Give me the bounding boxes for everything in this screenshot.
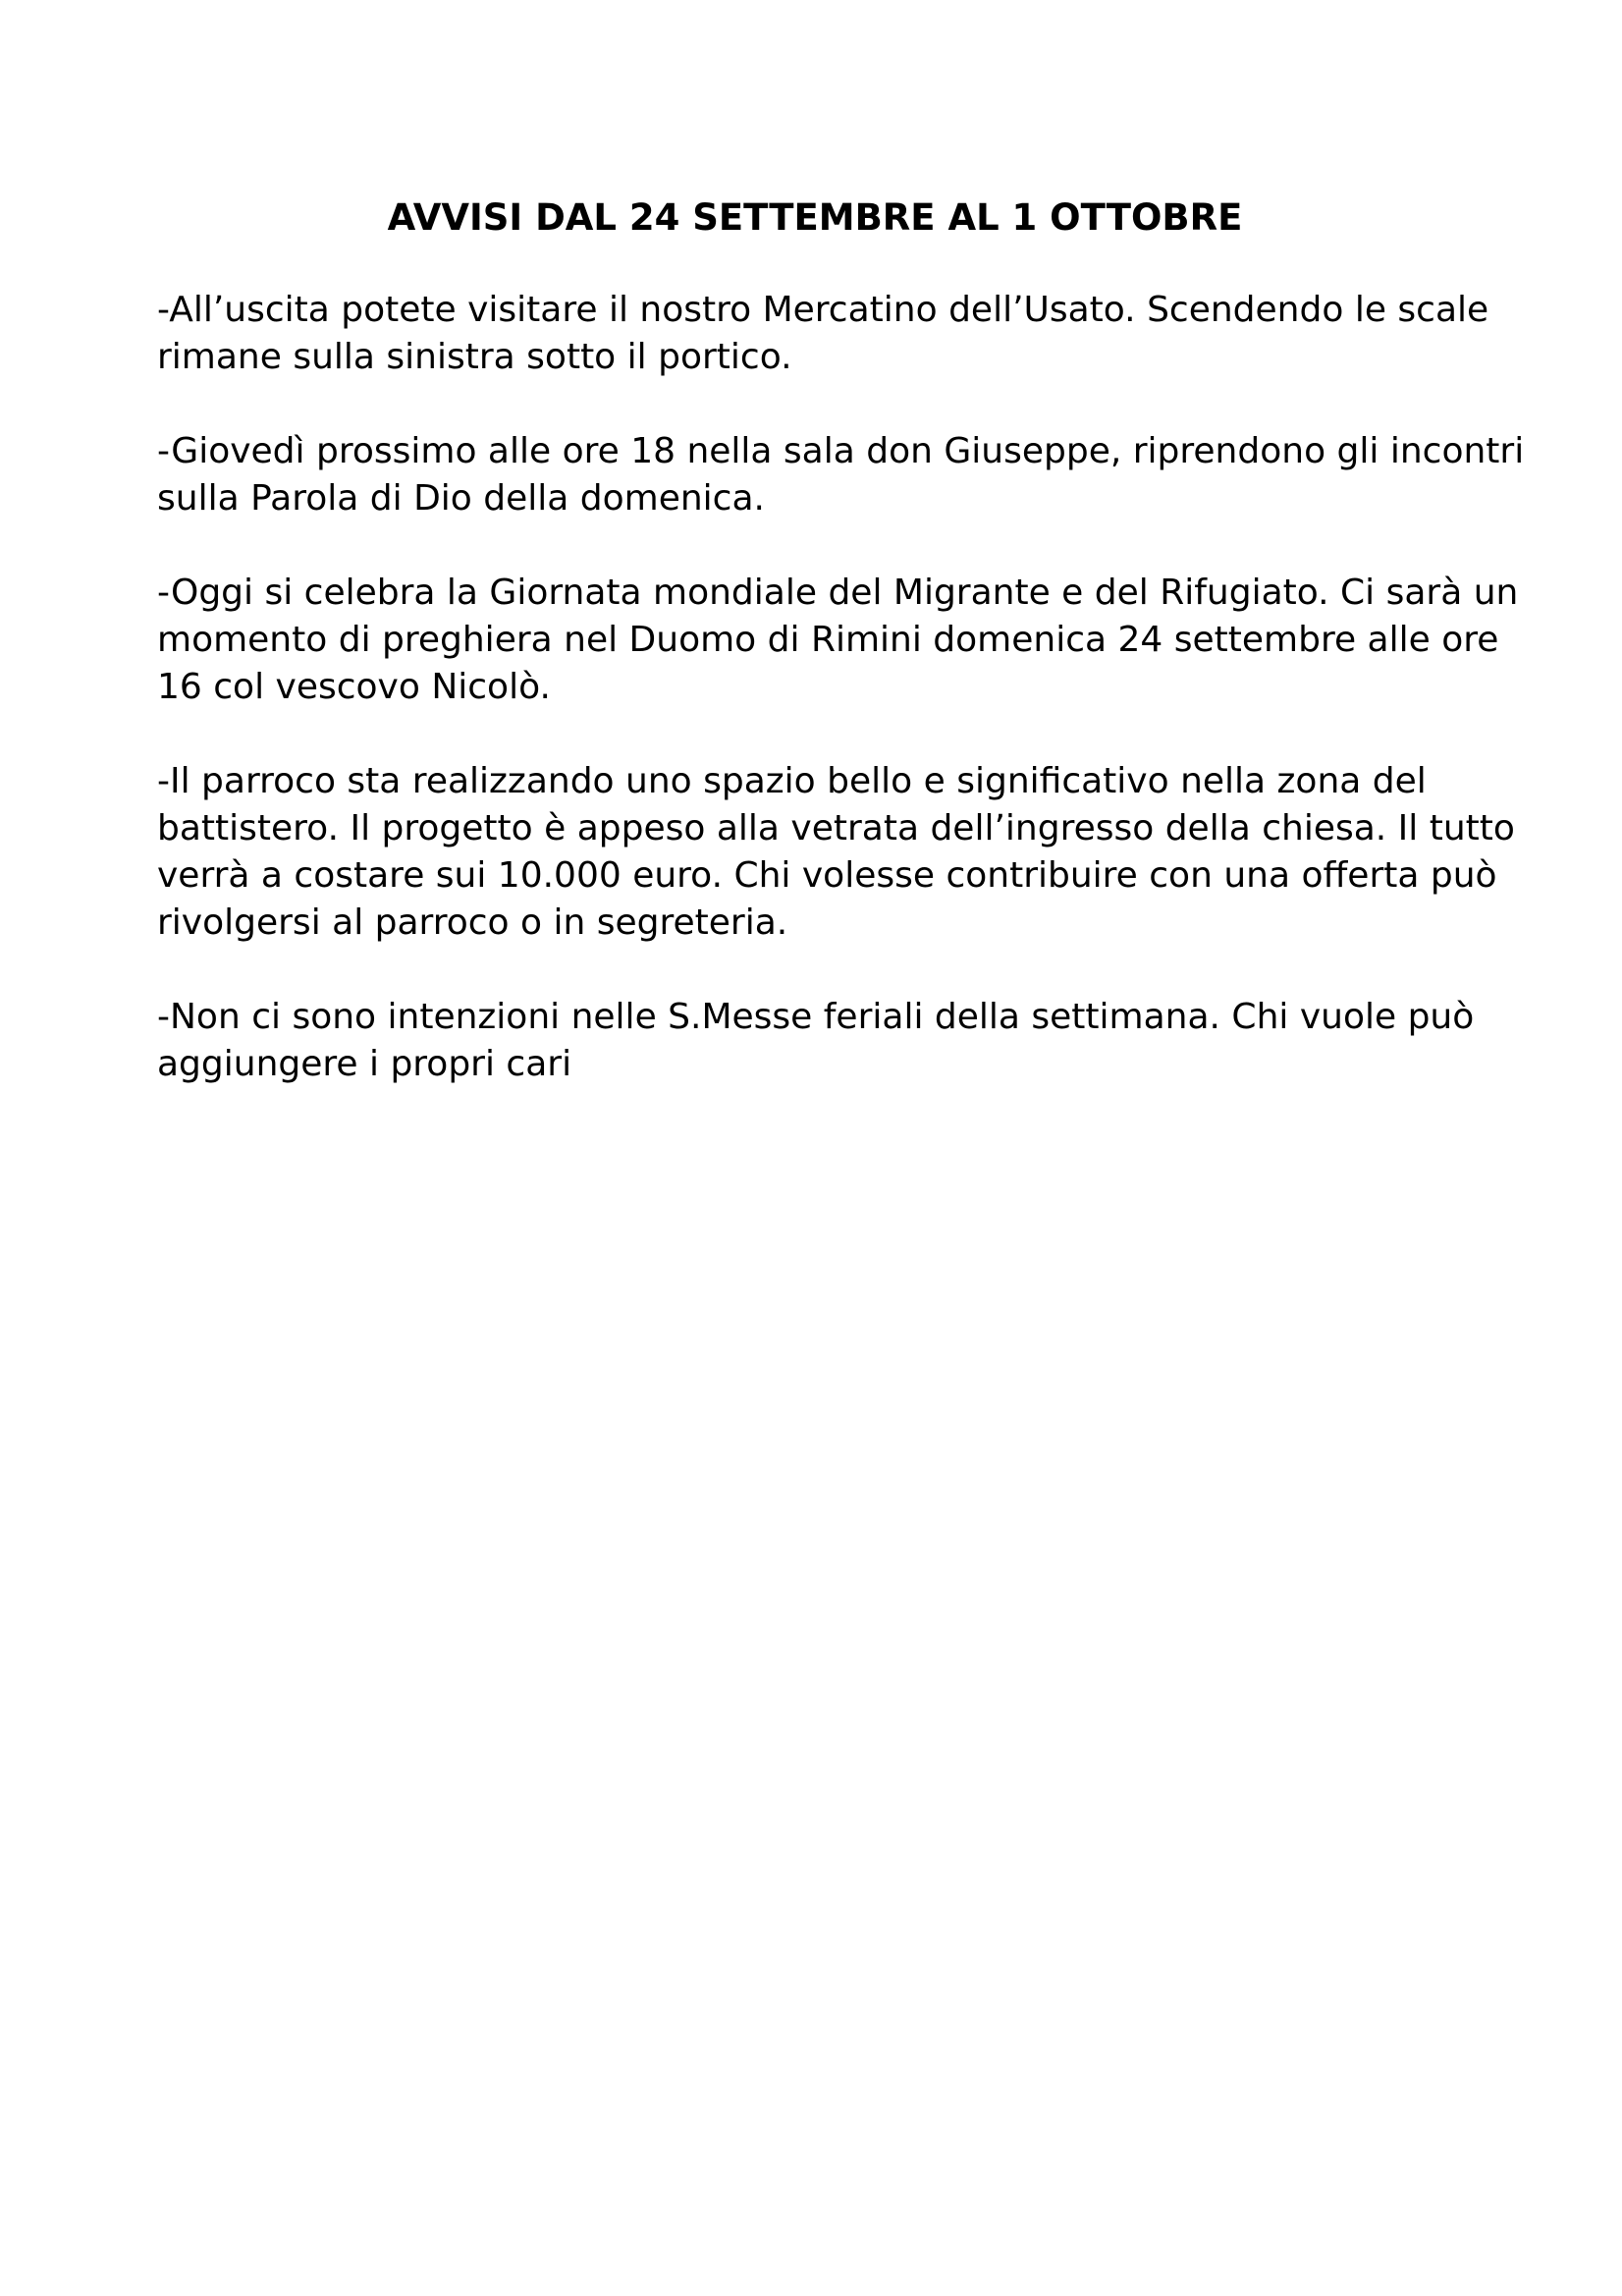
- notice-line: rivolgersi al parroco o in segreteria.: [157, 902, 788, 943]
- notice-line: rimane sulla sinistra sotto il portico.: [157, 337, 792, 377]
- notice-line: momento di preghiera nel Duomo di Rimini domenica 24 settembre alle ore: [157, 620, 1499, 660]
- notice-line: -Oggi si celebra la Giornata mondiale del Migrante e del Rifugiato. Ci sarà un: [157, 573, 1519, 613]
- notice-line: -Il parroco sta realizzando uno spazio bello e significativo nella zona del: [157, 761, 1427, 801]
- notice-incontri: [157, 428, 1525, 522]
- notices-list: [157, 287, 1525, 1135]
- document-title: AVVISI DAL 24 SETTEMBRE AL 1 OTTOBRE: [387, 196, 1243, 239]
- notice-giornata-migrante: [157, 570, 1519, 711]
- notice-line: battistero. Il progetto è appeso alla vetrata dell’ingresso della chiesa. Il tutto: [157, 808, 1515, 848]
- notice-mercatino: [157, 287, 1489, 381]
- notice-line: -Non ci sono intenzioni nelle S.Messe feriali della settimana. Chi vuole può: [157, 997, 1475, 1037]
- notice-intenzioni: [157, 994, 1483, 1088]
- notice-battistero: [157, 758, 1515, 947]
- notice-line: aggiungere i propri cari: [157, 1044, 572, 1084]
- notice-line: sulla Parola di Dio della domenica.: [157, 478, 765, 519]
- notice-line: 16 col vescovo Nicolò.: [157, 667, 551, 707]
- notice-line: -Giovedì prossimo alle ore 18 nella sala don Giuseppe, riprendono gli incontri: [157, 431, 1525, 471]
- notice-line: -All’uscita potete visitare il nostro Mercatino dell’Usato. Scendendo le scale: [157, 290, 1489, 330]
- notice-line: verrà a costare sui 10.000 euro. Chi volesse contribuire con una offerta può: [157, 855, 1497, 896]
